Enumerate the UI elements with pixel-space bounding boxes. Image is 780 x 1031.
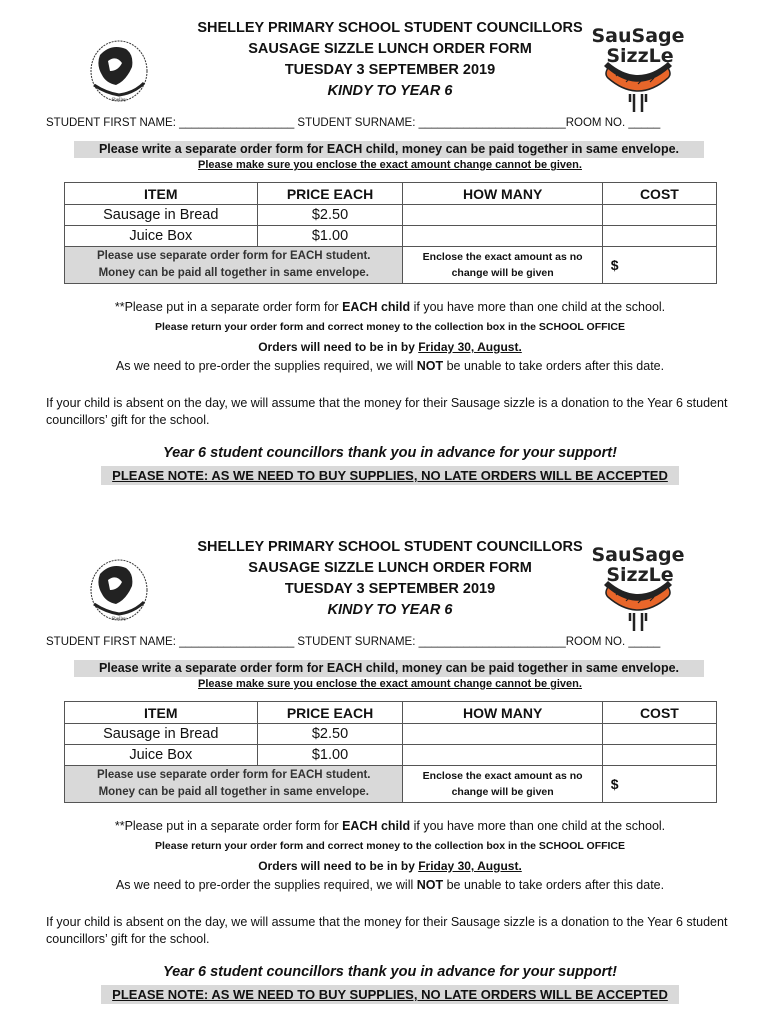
deadline-note [0, 340, 780, 354]
separate-student-line1: Please use separate order form for EACH student. [96, 250, 371, 262]
separate-student-line2: Money can be paid all together in same envelope. [98, 786, 369, 798]
item-price: $1.00 [257, 745, 403, 766]
form-header [150, 537, 630, 621]
student-name-fields[interactable]: STUDENT FIRST NAME: __________________ STUDENT SURNAME: _______________________ROOM NO. _____ [46, 117, 661, 129]
thanks-note: Year 6 student councillors thank you in advance for your support! [163, 445, 617, 461]
cost-field[interactable] [602, 724, 716, 745]
form-title: SAUSAGE SIZZLE LUNCH ORDER FORM [248, 41, 532, 57]
preorder-post: be unable to take orders after this date. [443, 878, 665, 892]
deadline-date: Friday 30, August. [418, 340, 522, 354]
separate-student-note [65, 247, 403, 284]
header-price: PRICE EACH [257, 702, 403, 724]
preorder-bold: NOT [416, 359, 444, 373]
separate-student-note [65, 766, 403, 803]
enclose-exact-note [403, 247, 602, 284]
preorder-bold: NOT [416, 878, 444, 892]
each-child-note [0, 300, 780, 314]
table-row [65, 226, 717, 247]
cost-field[interactable] [602, 205, 716, 226]
exact-amount-note: Please make sure you enclose the exact amount change cannot be given. [198, 159, 582, 171]
table-header-row [65, 183, 717, 205]
how-many-field[interactable] [403, 724, 602, 745]
header-price: PRICE EACH [257, 183, 403, 205]
how-many-field[interactable] [403, 745, 602, 766]
each-child-bold: EACH child [342, 819, 411, 833]
header-item: ITEM [65, 702, 258, 724]
each-child-bold: EACH child [342, 300, 411, 314]
order-table [64, 182, 717, 284]
svg-text:SizzLe: SizzLe [606, 45, 674, 67]
table-row [65, 745, 717, 766]
deadline-pre: Orders will need to be in by [258, 340, 419, 354]
header-how-many: HOW MANY [403, 183, 602, 205]
school-crest-icon [86, 554, 152, 624]
item-price: $1.00 [257, 226, 403, 247]
table-row [65, 724, 717, 745]
total-cost-field[interactable]: $ [602, 247, 716, 284]
order-table [64, 701, 717, 803]
school-title: SHELLEY PRIMARY SCHOOL STUDENT COUNCILLORS [197, 539, 583, 555]
enclose-line1: Enclose the exact amount as no [422, 251, 583, 263]
return-note: Please return your order form and correct money to the collection box in the SCHOOL OFFICE [154, 840, 626, 852]
svg-text:Shelley: Shelley [111, 617, 127, 622]
header-how-many: HOW MANY [403, 702, 602, 724]
svg-text:Shelley: Shelley [111, 98, 127, 103]
year-range: KINDY TO YEAR 6 [327, 83, 453, 99]
each-child-pre: **Please put in a separate order form for [114, 819, 343, 833]
school-crest-icon [86, 35, 152, 105]
form-header [150, 18, 630, 102]
item-price: $2.50 [257, 724, 403, 745]
preorder-pre: As we need to pre-order the supplies required, we will [115, 878, 417, 892]
separate-student-line1: Please use separate order form for EACH student. [96, 769, 371, 781]
header-item: ITEM [65, 183, 258, 205]
thanks-note: Year 6 student councillors thank you in advance for your support! [163, 964, 617, 980]
absent-note: If your child is absent on the day, we will assume that the money for their Sausage sizzle is a donation to the Year 6 student councillors’ gift for the school. [46, 915, 728, 946]
table-header-row [65, 702, 717, 724]
each-child-post: if you have more than one child at the school. [410, 819, 666, 833]
school-title: SHELLEY PRIMARY SCHOOL STUDENT COUNCILLORS [197, 20, 583, 36]
form-title: SAUSAGE SIZZLE LUNCH ORDER FORM [248, 560, 532, 576]
year-range: KINDY TO YEAR 6 [327, 602, 453, 618]
item-name: Sausage in Bread [65, 205, 258, 226]
svg-text:SauSage: SauSage [591, 544, 685, 566]
preorder-pre: As we need to pre-order the supplies required, we will [115, 359, 417, 373]
order-form-bottom [0, 519, 770, 1031]
cost-field[interactable] [602, 745, 716, 766]
event-date: TUESDAY 3 SEPTEMBER 2019 [284, 581, 496, 597]
exact-amount-note: Please make sure you enclose the exact amount change cannot be given. [198, 678, 582, 690]
table-footer-row [65, 247, 717, 284]
svg-text:SizzLe: SizzLe [606, 564, 674, 586]
each-child-note [0, 819, 780, 833]
preorder-note [0, 359, 780, 373]
separate-form-note: Please write a separate order form for EACH child, money can be paid together in same envelope. [74, 141, 704, 158]
total-cost-field[interactable]: $ [602, 766, 716, 803]
table-row [65, 205, 717, 226]
event-date: TUESDAY 3 SEPTEMBER 2019 [284, 62, 496, 78]
deadline-note [0, 859, 780, 873]
header-cost: COST [602, 702, 716, 724]
item-name: Sausage in Bread [65, 724, 258, 745]
each-child-post: if you have more than one child at the school. [410, 300, 666, 314]
item-name: Juice Box [65, 745, 258, 766]
deadline-pre: Orders will need to be in by [258, 859, 419, 873]
late-orders-note: PLEASE NOTE: AS WE NEED TO BUY SUPPLIES, NO LATE ORDERS WILL BE ACCEPTED [101, 466, 679, 485]
item-price: $2.50 [257, 205, 403, 226]
svg-text:SauSage: SauSage [591, 25, 685, 47]
enclose-line2: change will be given [451, 786, 554, 798]
return-note: Please return your order form and correct money to the collection box in the SCHOOL OFFICE [154, 321, 626, 333]
table-footer-row [65, 766, 717, 803]
how-many-field[interactable] [403, 226, 602, 247]
preorder-note [0, 878, 780, 892]
enclose-line1: Enclose the exact amount as no [422, 770, 583, 782]
late-orders-note: PLEASE NOTE: AS WE NEED TO BUY SUPPLIES, NO LATE ORDERS WILL BE ACCEPTED [101, 985, 679, 1004]
enclose-exact-note [403, 766, 602, 803]
cost-field[interactable] [602, 226, 716, 247]
header-cost: COST [602, 183, 716, 205]
absent-note: If your child is absent on the day, we will assume that the money for their Sausage sizzle is a donation to the Year 6 student councillors’ gift for the school. [46, 396, 728, 427]
order-form-top [0, 0, 770, 512]
how-many-field[interactable] [403, 205, 602, 226]
enclose-line2: change will be given [451, 267, 554, 279]
preorder-post: be unable to take orders after this date. [443, 359, 665, 373]
student-name-fields[interactable]: STUDENT FIRST NAME: __________________ STUDENT SURNAME: _______________________ROOM NO. _____ [46, 636, 661, 648]
separate-student-line2: Money can be paid all together in same envelope. [98, 267, 369, 279]
deadline-date: Friday 30, August. [418, 859, 522, 873]
each-child-pre: **Please put in a separate order form for [114, 300, 343, 314]
item-name: Juice Box [65, 226, 258, 247]
separate-form-note: Please write a separate order form for EACH child, money can be paid together in same envelope. [74, 660, 704, 677]
